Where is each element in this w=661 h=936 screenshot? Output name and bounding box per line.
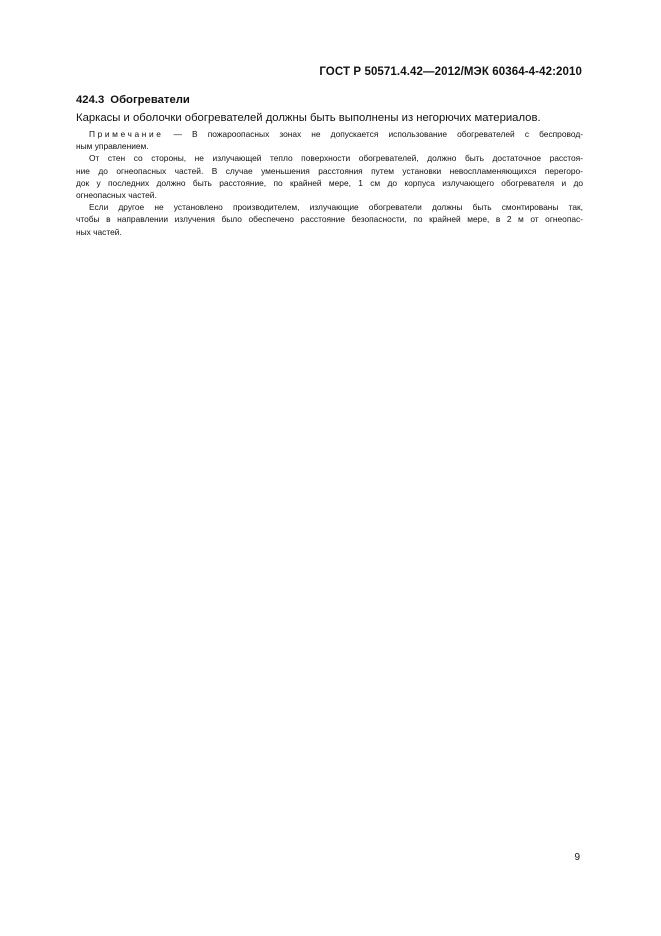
note-text: — В пожароопасных зонах не допускается использование обогревателей с беспровод- xyxy=(163,129,583,139)
paragraph-line: ных частей. xyxy=(76,226,122,237)
body-text xyxy=(76,128,583,238)
paragraph-line: огнеопасных частей. xyxy=(76,190,157,201)
main-paragraph: Каркасы и оболочки обогревателей должны быть выполнены из негорючих материалов. xyxy=(76,112,541,124)
page-number: 9 xyxy=(574,852,580,863)
paragraph-line: чтобы в направлении излучения было обеспечено расстояние безопасности, по крайней мере, в 2 м от огнеопас- xyxy=(76,214,583,225)
section-number: 424.3 xyxy=(76,94,105,106)
section-title: Обогреватели xyxy=(110,94,190,106)
note-line-1 xyxy=(76,128,583,140)
section-heading xyxy=(76,94,190,106)
paragraph-line: ние до огнеопасных частей. В случае уменьшения расстояния путем установки невоспламеняющихся перегоро- xyxy=(76,165,583,176)
paragraph-mounting xyxy=(76,201,583,238)
paragraph-line: Если другое не установлено производителем, излучающие обогреватели должны быть смонтированы так, xyxy=(89,202,583,213)
note-paragraph xyxy=(76,128,583,152)
paragraph-line: док у последних должно быть расстояние, по крайней мере, 1 см до корпуса излучающего обогревателя и до xyxy=(76,177,583,188)
paragraph-line: От стен со стороны, не излучающей тепло поверхности обогревателей, должно быть достаточное расстоя- xyxy=(89,153,583,164)
paragraph-clearance xyxy=(76,152,583,201)
note-label: Примечание xyxy=(89,129,164,139)
note-line-2: ным управлением. xyxy=(76,141,149,152)
standard-header: ГОСТ Р 50571.4.42—2012/МЭК 60364-4-42:2010 xyxy=(319,66,582,78)
